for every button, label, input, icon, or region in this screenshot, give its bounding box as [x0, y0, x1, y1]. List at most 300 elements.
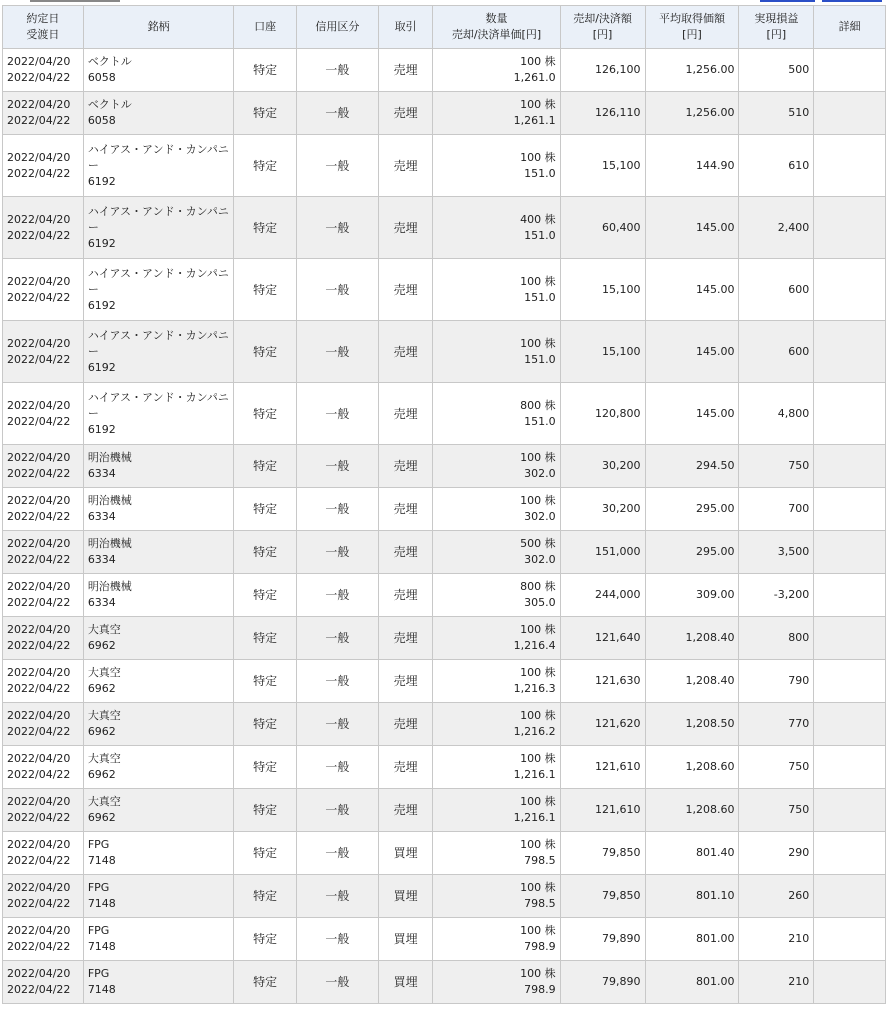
- quantity-price-cell: [433, 961, 560, 1004]
- pnl-cell: 800: [739, 617, 814, 660]
- table-row: [3, 617, 886, 660]
- pnl-cell: 290: [739, 832, 814, 875]
- contract-date: 2022/04/20: [7, 666, 71, 679]
- stock-cell: [83, 383, 234, 445]
- quantity-price-cell: [433, 617, 560, 660]
- trade-type-cell: 売埋: [378, 617, 433, 660]
- stock-name-link[interactable]: 大真空: [87, 666, 121, 679]
- stock-name-link[interactable]: FPG: [87, 881, 110, 894]
- quantity-price-cell: [433, 135, 560, 197]
- date-cell: [3, 746, 84, 789]
- header-pnl-cell: [739, 6, 814, 49]
- trade-type-cell: 売埋: [378, 746, 433, 789]
- quantity: 100 株: [520, 451, 556, 464]
- pnl-cell: 700: [739, 488, 814, 531]
- stock-name-link[interactable]: 大真空: [87, 795, 121, 808]
- amount-cell: 30,200: [560, 445, 645, 488]
- stock-code: 6334: [87, 553, 116, 566]
- stock-name-link[interactable]: FPG: [87, 967, 110, 980]
- quantity-price-cell: [433, 321, 560, 383]
- credit-cell: 一般: [296, 135, 378, 197]
- delivery-date: 2022/04/22: [7, 553, 71, 566]
- avg-cost-cell: 1,256.00: [645, 49, 739, 92]
- stock-code: 6058: [87, 114, 116, 127]
- quantity-price-cell: [433, 445, 560, 488]
- pnl-cell: 210: [739, 918, 814, 961]
- date-cell: [3, 92, 84, 135]
- stock-code: 6192: [87, 360, 116, 374]
- avg-cost-cell: 1,208.40: [645, 660, 739, 703]
- trade-type-cell: 売埋: [378, 789, 433, 832]
- avg-cost-cell: 145.00: [645, 259, 739, 321]
- date-cell: [3, 703, 84, 746]
- stock-cell: [83, 918, 234, 961]
- quantity-price-cell: [433, 259, 560, 321]
- stock-name-link[interactable]: ベクトル: [87, 98, 132, 111]
- quantity: 100 株: [520, 623, 556, 636]
- stock-name-link[interactable]: ハイアス・アンド・カンパニー: [87, 328, 229, 358]
- date-cell: [3, 961, 84, 1004]
- unit-price: 151.0: [524, 352, 556, 366]
- header-account: 口座: [234, 6, 297, 49]
- account-cell: 特定: [234, 875, 297, 918]
- pnl-cell: 750: [739, 746, 814, 789]
- stock-name-link[interactable]: 明治機械: [87, 537, 132, 550]
- amount-cell: 79,890: [560, 961, 645, 1004]
- date-cell: [3, 531, 84, 574]
- quantity: 100 株: [520, 838, 556, 851]
- stock-cell: [83, 574, 234, 617]
- header-pnl: 実現損益: [754, 12, 799, 25]
- quantity-price-cell: [433, 49, 560, 92]
- stock-cell: [83, 49, 234, 92]
- pnl-cell: 4,800: [739, 383, 814, 445]
- table-row: [3, 488, 886, 531]
- header-contract-date: 約定日: [26, 12, 60, 25]
- account-cell: 特定: [234, 918, 297, 961]
- delivery-date: 2022/04/22: [7, 166, 71, 180]
- account-cell: 特定: [234, 617, 297, 660]
- stock-name-link[interactable]: 明治機械: [87, 580, 132, 593]
- avg-cost-cell: 145.00: [645, 197, 739, 259]
- top-link-2[interactable]: [822, 0, 882, 2]
- account-cell: 特定: [234, 321, 297, 383]
- stock-code: 7148: [87, 854, 116, 867]
- avg-cost-cell: 1,256.00: [645, 92, 739, 135]
- delivery-date: 2022/04/22: [7, 510, 71, 523]
- stock-cell: [83, 961, 234, 1004]
- date-cell: [3, 832, 84, 875]
- table-row: [3, 531, 886, 574]
- delivery-date: 2022/04/22: [7, 596, 71, 609]
- trade-type-cell: 売埋: [378, 259, 433, 321]
- stock-code: 6192: [87, 298, 116, 312]
- credit-cell: 一般: [296, 961, 378, 1004]
- header-amount-unit: [円]: [592, 28, 613, 41]
- credit-cell: 一般: [296, 197, 378, 259]
- table-row: [3, 49, 886, 92]
- amount-cell: 79,890: [560, 918, 645, 961]
- header-credit-type: 信用区分: [296, 6, 378, 49]
- trade-type-cell: 売埋: [378, 445, 433, 488]
- amount-cell: 121,630: [560, 660, 645, 703]
- stock-cell: [83, 875, 234, 918]
- stock-name-link[interactable]: 大真空: [87, 752, 121, 765]
- stock-name-link[interactable]: ハイアス・アンド・カンパニー: [87, 266, 229, 296]
- stock-code: 6334: [87, 467, 116, 480]
- header-pnl-unit: [円]: [766, 28, 787, 41]
- header-amount: 売却/決済額: [573, 12, 632, 25]
- contract-date: 2022/04/20: [7, 537, 71, 550]
- credit-cell: 一般: [296, 488, 378, 531]
- credit-cell: 一般: [296, 660, 378, 703]
- avg-cost-cell: 295.00: [645, 531, 739, 574]
- credit-cell: 一般: [296, 746, 378, 789]
- unit-price: 1,216.2: [513, 725, 556, 738]
- date-cell: [3, 574, 84, 617]
- amount-cell: 79,850: [560, 875, 645, 918]
- stock-name-link[interactable]: 明治機械: [87, 494, 132, 507]
- account-cell: 特定: [234, 445, 297, 488]
- delivery-date: 2022/04/22: [7, 897, 71, 910]
- date-cell: [3, 918, 84, 961]
- avg-cost-cell: 801.00: [645, 961, 739, 1004]
- unit-price: 1,216.1: [513, 811, 556, 824]
- account-cell: 特定: [234, 789, 297, 832]
- trade-type-cell: 売埋: [378, 488, 433, 531]
- trade-type-cell: 買埋: [378, 832, 433, 875]
- quantity: 400 株: [520, 212, 556, 226]
- trade-type-cell: 売埋: [378, 135, 433, 197]
- quantity-price-cell: [433, 746, 560, 789]
- table-row: [3, 918, 886, 961]
- account-cell: 特定: [234, 49, 297, 92]
- pnl-cell: 750: [739, 445, 814, 488]
- quantity-price-cell: [433, 92, 560, 135]
- detail-cell: [814, 832, 886, 875]
- pnl-cell: 600: [739, 259, 814, 321]
- detail-cell: [814, 617, 886, 660]
- table-row: [3, 197, 886, 259]
- header-quantity-price: [433, 6, 560, 49]
- header-avg-cost: 平均取得価額: [658, 12, 725, 25]
- delivery-date: 2022/04/22: [7, 414, 71, 428]
- amount-cell: 15,100: [560, 135, 645, 197]
- unit-price: 1,261.0: [513, 71, 556, 84]
- pnl-cell: -3,200: [739, 574, 814, 617]
- credit-cell: 一般: [296, 617, 378, 660]
- credit-cell: 一般: [296, 918, 378, 961]
- stock-code: 7148: [87, 940, 116, 953]
- credit-cell: 一般: [296, 789, 378, 832]
- amount-cell: 244,000: [560, 574, 645, 617]
- detail-cell: [814, 259, 886, 321]
- trade-type-cell: 買埋: [378, 875, 433, 918]
- credit-cell: 一般: [296, 832, 378, 875]
- account-cell: 特定: [234, 531, 297, 574]
- stock-code: 6192: [87, 174, 116, 188]
- header-unit-price: 売却/決済単価[円]: [451, 28, 542, 41]
- pnl-cell: 790: [739, 660, 814, 703]
- avg-cost-cell: 801.40: [645, 832, 739, 875]
- contract-date: 2022/04/20: [7, 494, 71, 507]
- date-cell: [3, 617, 84, 660]
- avg-cost-cell: 295.00: [645, 488, 739, 531]
- stock-name-link[interactable]: ベクトル: [87, 55, 132, 68]
- stock-name-link[interactable]: 大真空: [87, 623, 121, 636]
- unit-price: 1,216.1: [513, 768, 556, 781]
- delivery-date: 2022/04/22: [7, 639, 71, 652]
- account-cell: 特定: [234, 574, 297, 617]
- detail-cell: [814, 660, 886, 703]
- avg-cost-cell: 1,208.60: [645, 789, 739, 832]
- detail-cell: [814, 488, 886, 531]
- delivery-date: 2022/04/22: [7, 854, 71, 867]
- contract-date: 2022/04/20: [7, 451, 71, 464]
- pnl-cell: 610: [739, 135, 814, 197]
- avg-cost-cell: 145.00: [645, 321, 739, 383]
- unit-price: 302.0: [524, 553, 556, 566]
- stock-cell: [83, 832, 234, 875]
- quantity: 100 株: [520, 709, 556, 722]
- table-body: [3, 49, 886, 1004]
- stock-name-link[interactable]: FPG: [87, 924, 110, 937]
- quantity-price-cell: [433, 918, 560, 961]
- delivery-date: 2022/04/22: [7, 290, 71, 304]
- detail-cell: [814, 92, 886, 135]
- stock-cell: [83, 445, 234, 488]
- contract-date: 2022/04/20: [7, 98, 71, 111]
- table-row: [3, 321, 886, 383]
- credit-cell: 一般: [296, 875, 378, 918]
- stock-name-link[interactable]: 大真空: [87, 709, 121, 722]
- avg-cost-cell: 145.00: [645, 383, 739, 445]
- stock-code: 7148: [87, 983, 116, 996]
- amount-cell: 126,100: [560, 49, 645, 92]
- trade-type-cell: 売埋: [378, 92, 433, 135]
- unit-price: 305.0: [524, 596, 556, 609]
- stock-cell: [83, 617, 234, 660]
- stock-code: 6962: [87, 639, 116, 652]
- amount-cell: 15,100: [560, 321, 645, 383]
- contract-date: 2022/04/20: [7, 795, 71, 808]
- table-row: [3, 875, 886, 918]
- detail-cell: [814, 49, 886, 92]
- stock-cell: [83, 259, 234, 321]
- header-delivery-date: 受渡日: [26, 28, 60, 41]
- delivery-date: 2022/04/22: [7, 352, 71, 366]
- pnl-cell: 750: [739, 789, 814, 832]
- quantity: 100 株: [520, 274, 556, 288]
- account-cell: 特定: [234, 135, 297, 197]
- amount-cell: 60,400: [560, 197, 645, 259]
- contract-date: 2022/04/20: [7, 580, 71, 593]
- stock-cell: [83, 92, 234, 135]
- credit-cell: 一般: [296, 703, 378, 746]
- stock-code: 6962: [87, 811, 116, 824]
- credit-cell: 一般: [296, 531, 378, 574]
- stock-name-link[interactable]: FPG: [87, 838, 110, 851]
- trade-type-cell: 売埋: [378, 660, 433, 703]
- contract-date: 2022/04/20: [7, 398, 71, 412]
- header-detail: 詳細: [814, 6, 886, 49]
- stock-cell: [83, 531, 234, 574]
- delivery-date: 2022/04/22: [7, 768, 71, 781]
- stock-code: 6962: [87, 768, 116, 781]
- trade-type-cell: 買埋: [378, 918, 433, 961]
- unit-price: 798.9: [524, 983, 556, 996]
- avg-cost-cell: 1,208.40: [645, 617, 739, 660]
- trade-type-cell: 買埋: [378, 961, 433, 1004]
- date-cell: [3, 445, 84, 488]
- delivery-date: 2022/04/22: [7, 228, 71, 242]
- date-cell: [3, 383, 84, 445]
- amount-cell: 121,640: [560, 617, 645, 660]
- avg-cost-cell: 1,208.50: [645, 703, 739, 746]
- detail-cell: [814, 383, 886, 445]
- detail-cell: [814, 703, 886, 746]
- header-quantity: 数量: [485, 12, 508, 25]
- avg-cost-cell: 801.10: [645, 875, 739, 918]
- delivery-date: 2022/04/22: [7, 682, 71, 695]
- pnl-cell: 2,400: [739, 197, 814, 259]
- unit-price: 302.0: [524, 467, 556, 480]
- stock-code: 6962: [87, 682, 116, 695]
- contract-date: 2022/04/20: [7, 274, 71, 288]
- unit-price: 1,216.4: [513, 639, 556, 652]
- credit-cell: 一般: [296, 445, 378, 488]
- contract-date: 2022/04/20: [7, 838, 71, 851]
- quantity-price-cell: [433, 789, 560, 832]
- contract-date: 2022/04/20: [7, 752, 71, 765]
- contract-date: 2022/04/20: [7, 150, 71, 164]
- table-row: [3, 92, 886, 135]
- table-row: [3, 383, 886, 445]
- stock-name-link[interactable]: 明治機械: [87, 451, 132, 464]
- quantity: 100 株: [520, 967, 556, 980]
- quantity: 100 株: [520, 98, 556, 111]
- detail-cell: [814, 746, 886, 789]
- delivery-date: 2022/04/22: [7, 114, 71, 127]
- contract-date: 2022/04/20: [7, 623, 71, 636]
- account-cell: 特定: [234, 660, 297, 703]
- detail-cell: [814, 875, 886, 918]
- table-row: [3, 574, 886, 617]
- unit-price: 151.0: [524, 414, 556, 428]
- avg-cost-cell: 1,208.60: [645, 746, 739, 789]
- detail-cell: [814, 445, 886, 488]
- header-amount-cell: [560, 6, 645, 49]
- amount-cell: 15,100: [560, 259, 645, 321]
- stock-code: 7148: [87, 897, 116, 910]
- date-cell: [3, 49, 84, 92]
- account-cell: 特定: [234, 961, 297, 1004]
- unit-price: 151.0: [524, 166, 556, 180]
- credit-cell: 一般: [296, 383, 378, 445]
- header-avg-cost-unit: [円]: [682, 28, 702, 41]
- table-row: [3, 832, 886, 875]
- stock-name-link[interactable]: ハイアス・アンド・カンパニー: [87, 390, 229, 420]
- header-dates[interactable]: [3, 6, 84, 49]
- header-avg-cost-cell: [645, 6, 739, 49]
- stock-cell: [83, 135, 234, 197]
- contract-date: 2022/04/20: [7, 967, 71, 980]
- account-cell: 特定: [234, 832, 297, 875]
- detail-cell: [814, 961, 886, 1004]
- unit-price: 1,261.1: [513, 114, 556, 127]
- quantity-price-cell: [433, 488, 560, 531]
- quantity: 100 株: [520, 752, 556, 765]
- stock-code: 6334: [87, 510, 116, 523]
- stock-cell: [83, 488, 234, 531]
- pnl-cell: 3,500: [739, 531, 814, 574]
- trade-type-cell: 売埋: [378, 574, 433, 617]
- quantity: 100 株: [520, 795, 556, 808]
- pnl-cell: 210: [739, 961, 814, 1004]
- unit-price: 151.0: [524, 290, 556, 304]
- quantity: 100 株: [520, 881, 556, 894]
- credit-cell: 一般: [296, 574, 378, 617]
- stock-code: 6192: [87, 422, 116, 436]
- date-cell: [3, 488, 84, 531]
- header-trade: 取引: [378, 6, 433, 49]
- table-row: [3, 660, 886, 703]
- stock-name-link[interactable]: ハイアス・アンド・カンパニー: [87, 142, 229, 172]
- quantity-price-cell: [433, 832, 560, 875]
- account-cell: 特定: [234, 259, 297, 321]
- account-cell: 特定: [234, 488, 297, 531]
- avg-cost-cell: 294.50: [645, 445, 739, 488]
- amount-cell: 121,610: [560, 746, 645, 789]
- unit-price: 1,216.3: [513, 682, 556, 695]
- quantity-price-cell: [433, 703, 560, 746]
- contract-date: 2022/04/20: [7, 881, 71, 894]
- table-row: [3, 135, 886, 197]
- contract-date: 2022/04/20: [7, 212, 71, 226]
- stock-cell: [83, 703, 234, 746]
- stock-cell: [83, 660, 234, 703]
- top-link-1[interactable]: [760, 0, 815, 2]
- delivery-date: 2022/04/22: [7, 725, 71, 738]
- trade-type-cell: 売埋: [378, 531, 433, 574]
- amount-cell: 79,850: [560, 832, 645, 875]
- trade-history-table: [2, 5, 886, 1004]
- detail-cell: [814, 321, 886, 383]
- trade-type-cell: 売埋: [378, 197, 433, 259]
- stock-code: 6192: [87, 236, 116, 250]
- unit-price: 302.0: [524, 510, 556, 523]
- trade-type-cell: 売埋: [378, 383, 433, 445]
- detail-cell: [814, 918, 886, 961]
- stock-cell: [83, 746, 234, 789]
- date-cell: [3, 660, 84, 703]
- credit-cell: 一般: [296, 321, 378, 383]
- account-cell: 特定: [234, 703, 297, 746]
- contract-date: 2022/04/20: [7, 924, 71, 937]
- amount-cell: 121,620: [560, 703, 645, 746]
- amount-cell: 126,110: [560, 92, 645, 135]
- stock-name-link[interactable]: ハイアス・アンド・カンパニー: [87, 204, 229, 234]
- date-cell: [3, 321, 84, 383]
- delivery-date: 2022/04/22: [7, 467, 71, 480]
- date-cell: [3, 259, 84, 321]
- table-row: [3, 703, 886, 746]
- trade-type-cell: 売埋: [378, 49, 433, 92]
- detail-cell: [814, 531, 886, 574]
- header-stock[interactable]: 銘柄: [83, 6, 234, 49]
- stock-cell: [83, 321, 234, 383]
- amount-cell: 151,000: [560, 531, 645, 574]
